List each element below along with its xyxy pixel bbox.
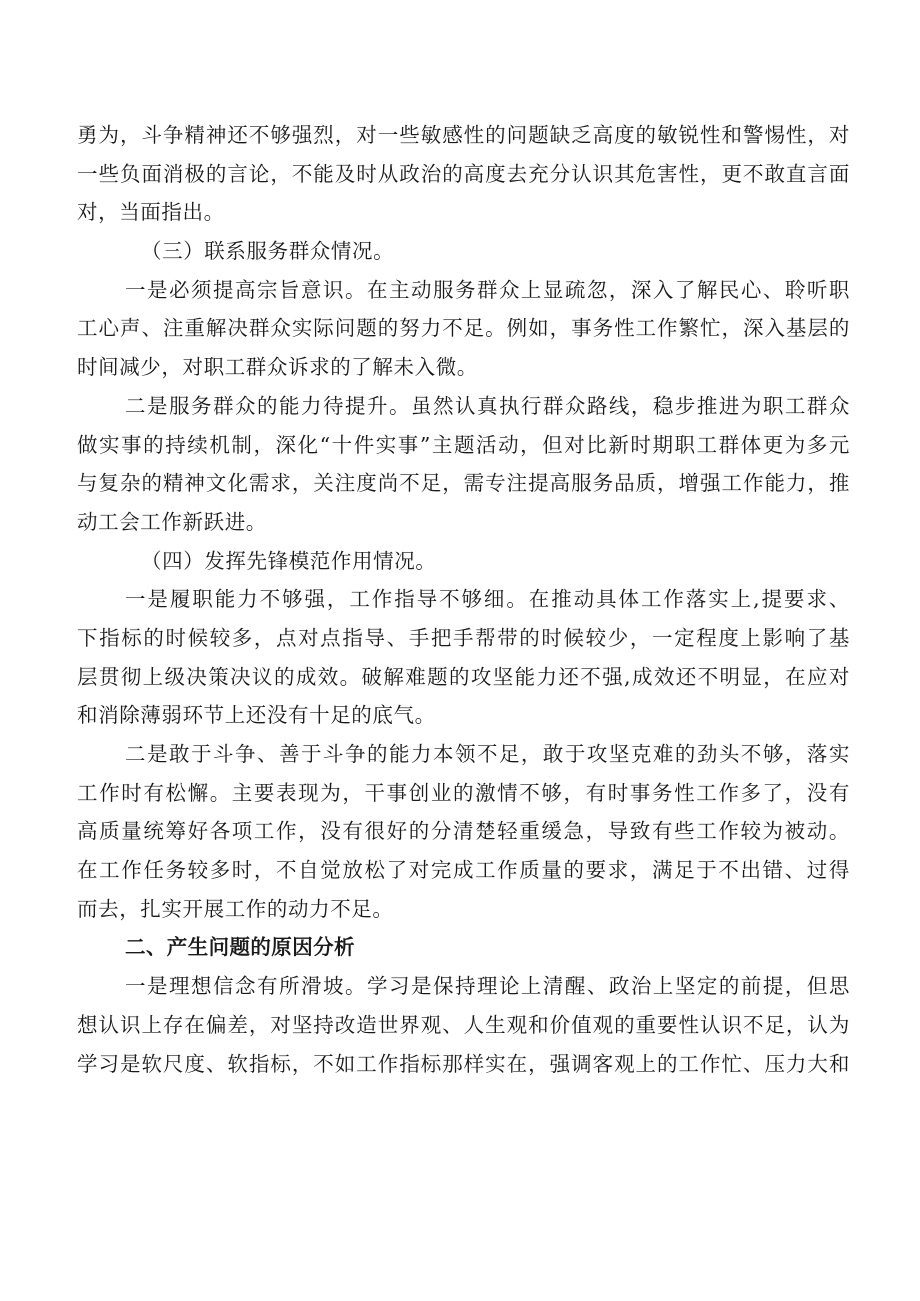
paragraph-first-line: 一是理想信念有所滑坡。学习是保持理论上清醒、政治上坚定的前提，但思 — [125, 974, 850, 999]
body-line: 学习是软尺度、软指标，不如工作指标那样实在，强调客观上的工作忙、压力大和 — [77, 1051, 850, 1076]
body-line: 工心声、注重解决群众实际问题的努力不足。例如，事务性工作繁忙，深入基层的 — [77, 316, 850, 341]
section-subheading: （三）联系服务群众情况。 — [141, 239, 395, 264]
section-heading: 二、产生问题的原因分析 — [125, 935, 355, 960]
body-line: 勇为，斗争精神还不够强烈，对一些敏感性的问题缺乏高度的敏锐性和警惕性，对 — [77, 123, 850, 147]
body-line: 做实事的持续机制，深化“十件实事”主题活动，但对比新时期职工群体更为多元 — [77, 432, 850, 457]
body-line: 工作时有松懈。主要表现为，干事创业的激情不够，有时事务性工作多了，没有 — [77, 780, 850, 805]
body-line: 一些负面消极的言论，不能及时从政治的高度去充分认识其危害性，更不敢直言面 — [77, 161, 850, 186]
paragraph-first-line: 一是履职能力不够强，工作指导不够细。在推动具体工作落实上,提要求、 — [125, 587, 850, 612]
body-line: 在工作任务较多时，不自觉放松了对完成工作质量的要求，满足于不出错、过得 — [77, 858, 850, 883]
body-line: 和消除薄弱环节上还没有十足的底气。 — [77, 703, 436, 728]
body-line: 想认识上存在偏差，对坚持改造世界观、人生观和价值观的重要性认识不足，认为 — [77, 1012, 850, 1037]
body-line: 时间减少，对职工群众诉求的了解未入微。 — [77, 355, 478, 380]
section-subheading: （四）发挥先锋模范作用情况。 — [141, 548, 437, 573]
body-line: 而去，扎实开展工作的动力不足。 — [77, 896, 394, 921]
body-line: 对，当面指出。 — [77, 200, 225, 225]
body-line: 层贯彻上级决策决议的成效。破解难题的攻坚能力还不强,成效还不明显，在应对 — [77, 664, 850, 689]
paragraph-first-line: 一是必须提高宗旨意识。在主动服务群众上显疏忽，深入了解民心、聆听职 — [125, 277, 850, 302]
body-line: 与复杂的精神文化需求，关注度尚不足，需专注提高服务品质，增强工作能力，推 — [77, 471, 850, 496]
paragraph-first-line: 二是敢于斗争、善于斗争的能力本领不足，敢于攻坚克难的劲头不够，落实 — [125, 742, 850, 766]
body-line: 高质量统筹好各项工作，没有很好的分清楚轻重缓急，导致有些工作较为被动。 — [77, 819, 850, 844]
paragraph-first-line: 二是服务群众的能力待提升。虽然认真执行群众路线，稳步推进为职工群众 — [125, 393, 850, 418]
body-line: 动工会工作新跃进。 — [77, 509, 267, 534]
body-line: 下指标的时候较多，点对点指导、手把手帮带的时候较少，一定程度上影响了基 — [77, 625, 850, 650]
